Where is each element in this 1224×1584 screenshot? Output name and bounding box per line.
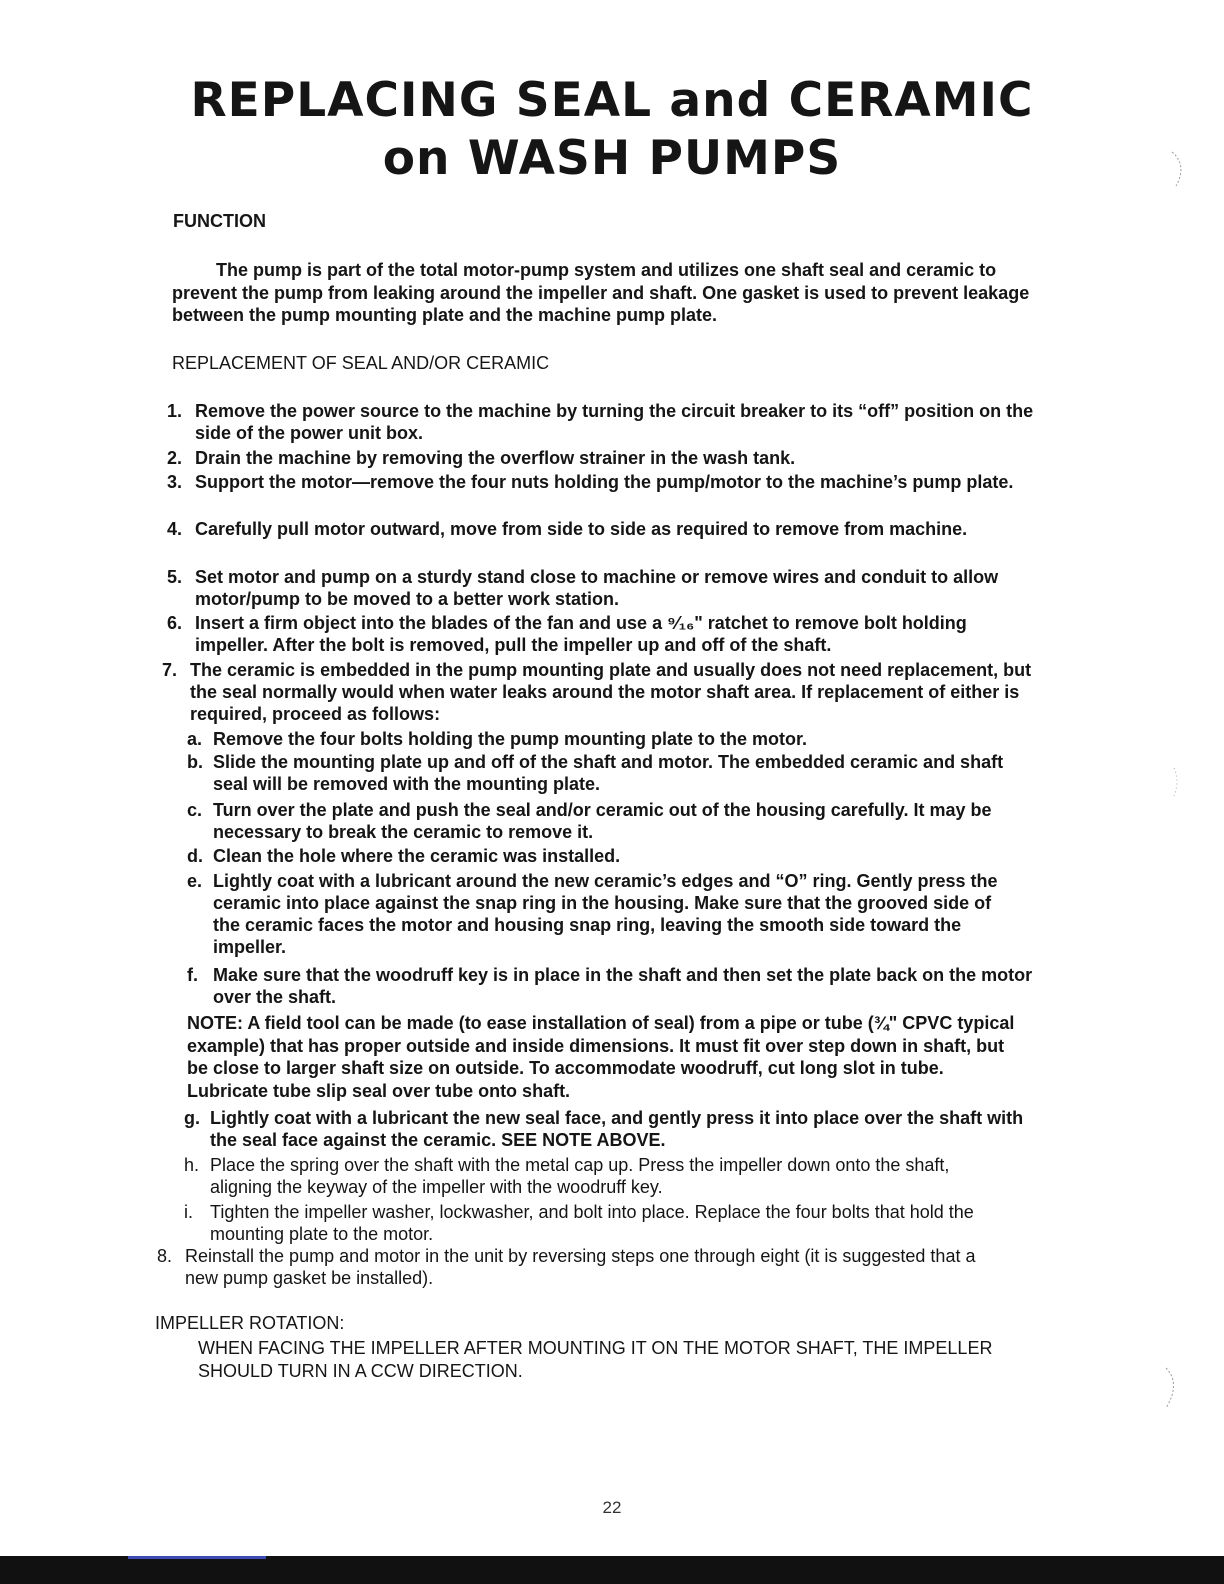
step-7 (162, 659, 1042, 725)
rotation-heading: IMPELLER ROTATION: (155, 1313, 345, 1333)
substep-text: Slide the mounting plate up and off of the shaft and motor. The embedded ceramic and shaft seal will be removed with the mounting plate. (213, 752, 1004, 794)
step-number: 3. (167, 472, 183, 492)
function-heading: FUNCTION (173, 211, 266, 231)
step-number: 1. (167, 401, 183, 421)
substep-text: Turn over the plate and push the seal and/or ceramic out of the housing carefully. It may be necessary to break the ceramic to remove it. (213, 800, 992, 842)
substep-letter: h. (184, 1155, 200, 1175)
step-number: 5. (167, 567, 183, 587)
substep-d (187, 845, 1017, 867)
scan-speck (1160, 1366, 1182, 1410)
scan-edge-highlight (128, 1556, 266, 1559)
step-text: Drain the machine by removing the overflow strainer in the wash tank. (195, 448, 796, 468)
step-text: Insert a firm object into the blades of the fan and use a ⁹⁄₁₆" ratchet to remove bolt holding impeller. After the bolt is removed, pull the impeller up and off of the shaft. (195, 613, 967, 655)
substep-letter: b. (187, 752, 203, 772)
substep-c (187, 799, 1017, 843)
substep-b (187, 751, 1017, 795)
step-2 (167, 447, 1047, 469)
step-number: 8. (157, 1246, 173, 1266)
step-text: The ceramic is embedded in the pump mounting plate and usually does not need replacement, but the seal normally would when water leaks around the motor shaft area. If replacement of either is required, proceed as follows: (190, 660, 1032, 724)
substep-letter: f. (187, 965, 198, 985)
substep-text: Remove the four bolts holding the pump mounting plate to the motor. (213, 729, 807, 749)
step-1 (167, 400, 1047, 444)
substep-text: Place the spring over the shaft with the metal cap up. Press the impeller down onto the shaft, aligning the keyway of the impeller with the woodruff key. (210, 1155, 950, 1197)
substep-text: Clean the hole where the ceramic was installed. (213, 846, 621, 866)
substep-letter: i. (184, 1202, 193, 1222)
field-tool-note: NOTE: A field tool can be made (to ease installation of seal) from a pipe or tube (¾" CPVC typical example) that has proper outside and inside dimensions. It must fit over step down in shaft, but be close to larger shaft size on outside. To accommodate woodruff, cut long slot in tube. Lubricate tube slip seal over tube onto shaft. (187, 1013, 1015, 1101)
scan-speck (1168, 150, 1190, 190)
substep-letter: c. (187, 800, 203, 820)
step-4 (167, 518, 997, 540)
step-text: Carefully pull motor outward, move from side to side as required to remove from machine. (195, 519, 968, 539)
substep-letter: g. (184, 1108, 200, 1128)
step-6 (167, 612, 997, 656)
step-number: 6. (167, 613, 183, 633)
page-number: 22 (602, 1498, 622, 1517)
replacement-heading: REPLACEMENT OF SEAL AND/OR CERAMIC (172, 353, 550, 373)
page-title (0, 72, 1224, 188)
substep-text: Lightly coat with a lubricant around the new ceramic’s edges and “O” ring. Gently press the ceramic into place against the snap ring in the housing. Make sure that the grooved side of the ceramic faces the motor and housing snap ring, leaving the smooth side toward the impeller. (213, 871, 998, 957)
step-text: Support the motor—remove the four nuts holding the pump/motor to the machine’s pump plate. (195, 472, 1014, 492)
step-text: Set motor and pump on a sturdy stand close to machine or remove wires and conduit to allow motor/pump to be moved to a better work station. (195, 567, 999, 609)
substep-i (184, 1201, 1024, 1245)
substep-g (184, 1107, 1034, 1151)
substep-text: Make sure that the woodruff key is in place in the shaft and then set the plate back on the motor over the shaft. (213, 965, 1033, 1007)
step-3 (167, 471, 1057, 493)
step-8 (157, 1245, 987, 1289)
step-number: 2. (167, 448, 183, 468)
title-line-1: REPLACING SEAL and CERAMIC (190, 73, 1034, 128)
step-number: 7. (162, 660, 178, 680)
rotation-text: WHEN FACING THE IMPELLER AFTER MOUNTING IT ON THE MOTOR SHAFT, THE IMPELLER SHOULD TURN IN A CCW DIRECTION. (198, 1338, 993, 1381)
step-text: Reinstall the pump and motor in the unit by reversing steps one through eight (it is suggested that a new pump gasket be installed). (185, 1246, 976, 1288)
substep-text: Tighten the impeller washer, lockwasher, and bolt into place. Replace the four bolts that hold the mounting plate to the motor. (210, 1202, 974, 1244)
substep-text: Lightly coat with a lubricant the new seal face, and gently press it into place over the shaft with the seal face against the ceramic. SEE NOTE ABOVE. (210, 1108, 1024, 1150)
substep-letter: a. (187, 729, 203, 749)
substep-a (187, 728, 1007, 750)
title-line-2: on WASH PUMPS (382, 131, 842, 186)
step-text: Remove the power source to the machine by turning the circuit breaker to its “off” position on the side of the power unit box. (195, 401, 1034, 443)
substep-letter: e. (187, 871, 203, 891)
substep-h (184, 1154, 1014, 1198)
step-5 (167, 566, 1047, 610)
scan-speck (1168, 766, 1184, 798)
substep-f (187, 964, 1047, 1008)
substep-e (187, 870, 1017, 958)
function-paragraph (172, 259, 1062, 327)
substep-letter: d. (187, 846, 203, 866)
scan-bottom-border (0, 1556, 1224, 1584)
function-text: The pump is part of the total motor-pump system and utilizes one shaft seal and ceramic to prevent the pump from leaking around the impeller and shaft. One gasket is used to prevent leakage between the pump mounting plate and the machine pump plate. (172, 260, 1030, 325)
step-number: 4. (167, 519, 183, 539)
